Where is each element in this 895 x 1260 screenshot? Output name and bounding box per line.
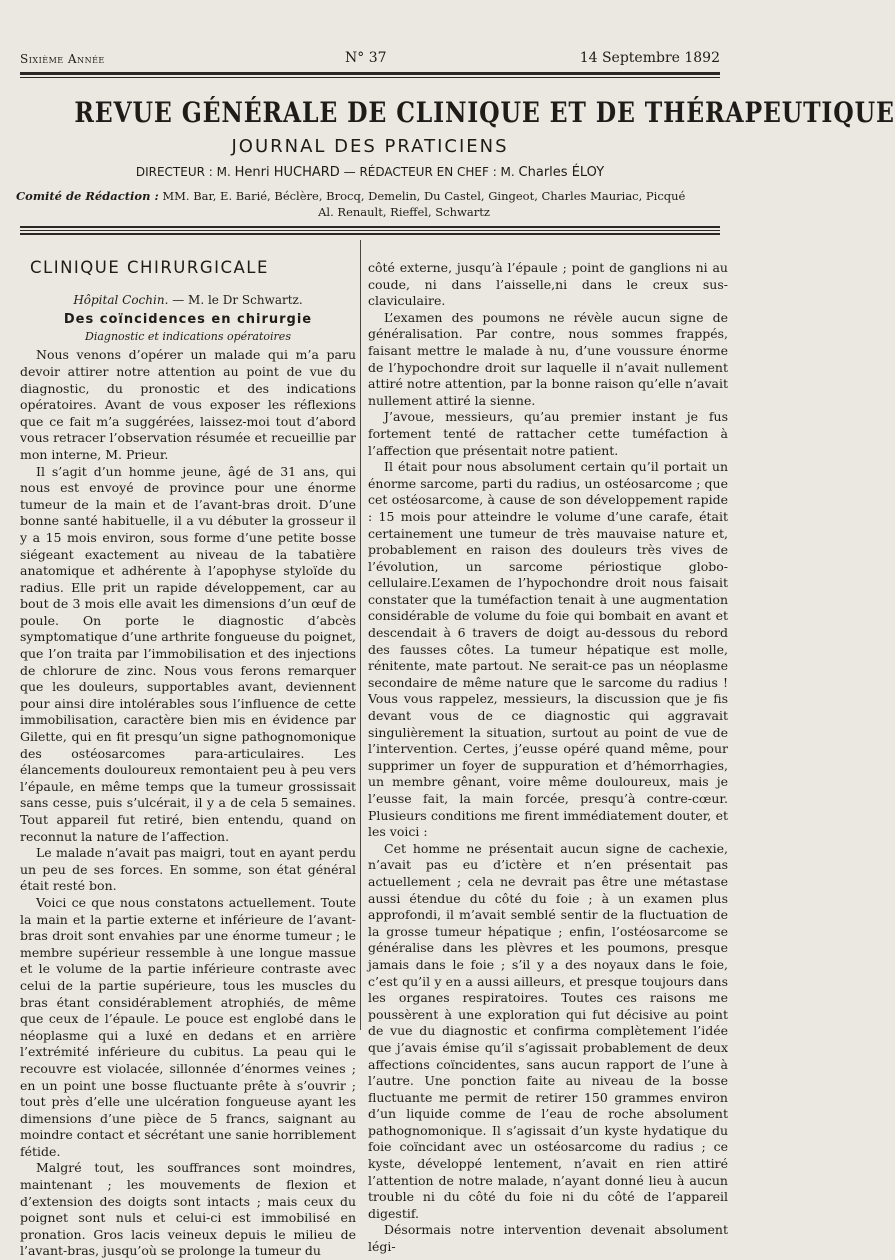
editorial-board [18,165,722,180]
column-divider [360,240,361,1030]
article-title: Des coïncidences en chirurgie [63,312,313,328]
issue-header [20,50,720,64]
paragraph: côté externe, jusqu’à l’épaule ; point de ganglions ni au coude, ni dans l’aisselle,ni dans le creux sus-claviculaire. [368,260,728,309]
article-right-column [368,260,728,1256]
chief-name: Charles ÉLOY [518,165,605,180]
header-rule-thick [20,72,720,75]
journal-title: REVUE GÉNÉRALE DE CLINIQUE ET DE THÉRAPEUTIQUE [74,96,895,129]
director-name: Henri HUCHARD [234,165,340,180]
committee-members-line1: MM. Bar, E. Barié, Béclère, Brocq, Demelin, Du Castel, Gingeot, Charles Mauriac, Picqué [162,189,686,203]
paragraph: Le malade n’avait pas maigri, tout en ayant perdu un peu de ses forces. En somme, son état général était resté bon. [20,845,356,894]
article-left-column [20,260,356,1260]
year-label: Sixième Année [20,52,105,66]
paragraph: Nous venons d’opérer un malade qui m’a paru devoir attirer notre attention au point de vue du diagnostic, du pronostic et des indications opératoires. Avant de vous exposer les réflexions que ce fait m’a suggérées, laissez-moi tout d’abord vous retracer l’observation résumée et recueillie par mon interne, M. Prieur. [20,347,356,462]
paragraph: Il s’agit d’un homme jeune, âgé de 31 ans, qui nous est envoyé de province pour une énorme tumeur de la main et de l’avant-bras droit. D’une bonne santé habituelle, il a vu débuter la grosseur il y a 15 mois environ, sous forme d’une petite bosse siégeant exactement au niveau de la tabatière anatomique et adhérente à l’apophyse styloïde du radius. Elle prit un rapide développement, car au bout de 3 mois elle avait les dimensions d’un œuf de poule. On porte le diagnostic d’abcès symptomatique d’une arthrite fongueuse du poignet, que l’on traita par l’immobilisation et des injections de chlorure de zinc. Nous vous ferons remarquer que les douleurs, supportables avant, deviennent pour ainsi dire intolérables sous l’influence de cette immobilisation, caractère bien mis en évidence par Gilette, qui en fit presqu’un signe pathognomonique des ostéosarcomes para-articulaires. Les élancements douloureux remontaient peu à peu vers l’épaule, en même temps que la tumeur grossissait sans cesse, puis s’ulcérait, il y a de cela 5 semaines. Tout appareil fut retiré, bien entendu, quand on reconnut la nature de l’affection. [20,463,356,844]
article-byline [20,292,356,309]
masthead-rule-1 [20,226,720,228]
paragraph: Malgré tout, les souffrances sont moindres, maintenant ; les mouvements de flexion et d’extension des doigts sont intacts ; mais ceux du poignet sont nuls et celui-ci est immobilisé en pronation. Gros lacis veineux depuis le milieu de l’avant-bras, jusqu’où se prolonge la tumeur du [20,1160,356,1259]
paragraph: Désormais notre intervention devenait absolument légi- [368,1222,728,1255]
section-title: CLINIQUE CHIRURGICALE [30,258,269,277]
masthead-rule-3 [20,233,720,235]
header-rule-thin [20,77,720,78]
editorial-committee [16,188,732,220]
hospital-name: Hôpital Cochin. [73,292,169,307]
committee-members-line2: Al. Renault, Rieffel, Schwartz [318,205,490,219]
article-author: — M. le Dr Schwartz. [172,292,303,307]
paragraph: L’examen des poumons ne révèle aucun signe de généralisation. Par contre, nous sommes frappés, faisant mettre le malade à nu, d’une voussure énorme de l’hypochondre droit sur laquelle il n’avait nullement attiré notre attention, par la bonne raison qu’elle n’avait nullement attiré la sienne. [368,309,728,408]
committee-label: Comité de Rédaction : [16,189,159,203]
director-label: DIRECTEUR : M. [135,165,231,179]
article-subtitle: Diagnostic et indications opératoires [85,329,291,343]
paragraph: Il était pour nous absolument certain qu’il portait un énorme sarcome, parti du radius, un ostéosarcome ; que cet ostéosarcome, à cause de son développement rapide : 15 mois pour atteindre le volume d’une carafe, était certainement une tumeur de très mauvaise nature et, probablement en raison des douleurs très vives de l’évolution, un sarcome périostique globo-cellulaire.L’examen de l’hypochondre droit nous faisait constater que la tuméfaction tenait à une augmentation considérable de volume du foie qui bombait en avant et descendait à 6 travers de doigt au-dessous du rebord des fausses côtes. La tumeur hépatique est molle, rénitente, mate partout. Ne serait-ce pas un néoplasme secondaire de même nature que le sarcome du radius ! Vous vous rappelez, messieurs, la discussion que je fis devant vous de ce diagnostic qui aggravait singulièrement la situation, surtout au point de vue de l’intervention. Certes, j’eusse opéré quand même, pour supprimer un foyer de suppuration et d’hémorrhagies, un membre gênant, voire même douloureux, mais je l’eusse fait, la main forcée, presqu’à contre-cœur. Plusieurs conditions me firent immédiatement douter, et les voici : [368,459,728,840]
issue-number: N° 37 [345,50,387,66]
journal-subtitle: JOURNAL DES PRATICIENS [231,136,509,157]
paragraph: Voici ce que nous constatons actuellement. Toute la main et la partie externe et inférieure de l’avant-bras droit sont envahies par une énorme tumeur ; le membre supérieur ressemble à une longue massue et le volume de la partie inférieure contraste avec celui de la partie supérieure, tous les muscles du bras étant considérablement atrophiés, de même que ceux de l’épaule. Le pouce est englobé dans le néoplasme qui a luxé en dedans et en arrière l’extrémité inférieure du cubitus. La peau qui le recouvre est violacée, sillonnée d’énormes veines ; en un point une bosse fluctuante prête à s’ouvrir ; tout près d’elle une ulcération fongueuse ayant les dimensions d’une pièce de 5 francs, saignant au moindre contact et sécrétant une sanie horriblement fétide. [20,894,356,1159]
masthead-rule-2 [20,230,720,231]
issue-date: 14 Septembre 1892 [579,50,720,66]
paragraph: Cet homme ne présentait aucun signe de cachexie, n’avait pas eu d’ictère et n’en présentait pas actuellement ; cela ne devrait pas être une métastase aussi étendue du côté du foie ; à un examen plus approfondi, il m’avait semblé sentir de la fluctuation de la grosse tumeur hépatique ; enfin, l’ostéosarcome se généralise dans les plèvres et les poumons, presque jamais dans le foie ; s’il y a des noyaux dans le foie, c’est qu’il y en a aussi ailleurs, et presque toujours dans les organes respiratoires. Toutes ces raisons me poussèrent à une exploration qui fut décisive au point de vue du diagnostic et confirma complètement l’idée que j’avais émise qu’il s’agissait probablement de deux affections coïncidentes, sans aucun rapport de l’une à l’autre. Une ponction faite au niveau de la bosse fluctuante me permit de retirer 150 grammes environ d’un liquide comme de l’eau de roche absolument pathognomonique. Il s’agissait d’un kyste hydatique du foie coïncidant avec un ostéosarcome du radius ; ce kyste, développé lentement, n’avait en rien attiré l’attention de notre malade, n’ayant donné lieu à aucun trouble ni du côté du foie ni du côté de l’appareil digestif. [368,840,728,1221]
chief-label: — RÉDACTEUR EN CHEF : M. [343,165,515,179]
paragraph: J’avoue, messieurs, qu’au premier instant je fus fortement tenté de rattacher cette tuméfaction à l’affection que présentait notre patient. [368,409,728,458]
